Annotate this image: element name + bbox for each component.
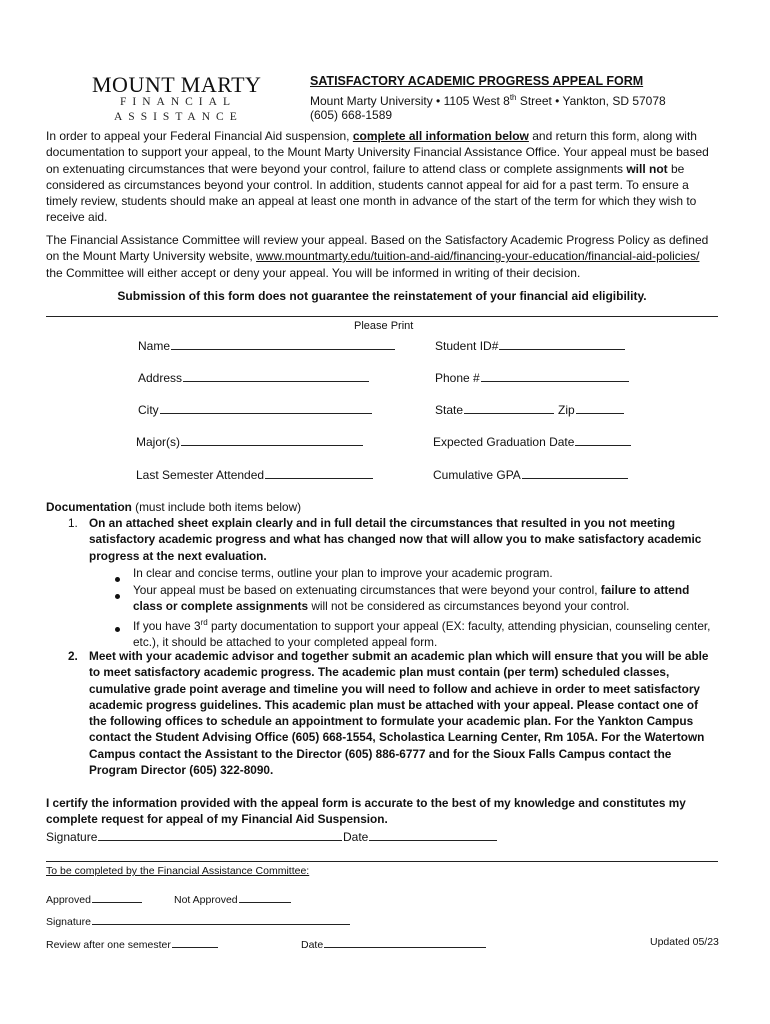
cumulative-gpa-field[interactable]: Cumulative GPA	[433, 467, 628, 482]
policy-link[interactable]: www.mountmarty.edu/tuition-and-aid/financing-your-education/financial-aid-policies/	[256, 249, 700, 264]
intro-paragraph: In order to appeal your Federal Financial Aid suspension, complete all information below and return this form, along with documentation to support your appeal, to the Mount Marty University Financial Assistance Office. Your appeal must be based on extenuating circumstances that were beyond your control, failure to attend class or complete assignments will not be considered as circumstances beyond your control. In addition, students cannot appeal for aid for a past term. To ensure a timely review, students should make an appeal at least one month in advance of the start of the term for which they wish to receive aid.	[46, 129, 709, 225]
university-address: Mount Marty University • 1105 West 8th Street • Yankton, SD 57078	[310, 93, 666, 108]
bullet1-text: In clear and concise terms, outline your plan to improve your academic program.	[133, 566, 553, 580]
logo-line-financial: FINANCIAL	[120, 96, 236, 108]
updated-date: Updated 05/23	[650, 936, 719, 948]
date-field[interactable]: Date	[343, 829, 497, 844]
student-id-field[interactable]: Student ID#	[435, 338, 625, 353]
office-use-heading: To be completed by the Financial Assistance Committee:	[46, 865, 310, 877]
divider-top	[46, 316, 718, 317]
approved-field[interactable]: Approved	[46, 891, 142, 906]
zip-field[interactable]: Zip	[558, 402, 624, 417]
committee-signature-field[interactable]: Signature	[46, 913, 350, 928]
committee-paragraph: The Financial Assistance Committee will review your appeal. Based on the Satisfactory Academic Progress Policy as defined on the Mount Marty University website, www.mountmarty.edu/tuition-and-aid/financing-your-education/financial-aid-policies/ the Committee will either accept or deny your appeal. You will be informed in writing of their decision.	[46, 233, 709, 280]
signature-field[interactable]: Signature	[46, 829, 342, 844]
address-field[interactable]: Address	[138, 370, 369, 385]
office-phone: (605) 668-1589	[310, 108, 393, 122]
certify-text: I certify the information provided with the appeal form is accurate to the best of my knowledge and constitutes my complete request for appeal of my Financial Aid Suspension.	[46, 796, 686, 827]
last-semester-field[interactable]: Last Semester Attended	[136, 467, 373, 482]
eligibility-notice: Submission of this form does not guarantee the reinstatement of your financial aid eligibility.	[117, 289, 647, 303]
logo-name: MOUNT MARTY	[92, 72, 262, 97]
phone-field[interactable]: Phone #	[435, 370, 629, 385]
name-field[interactable]: Name	[138, 338, 395, 353]
item2-text: Meet with your academic advisor and together submit an academic plan which will ensure that you will be able to meet satisfactory academic progress. The academic plan must contain (per term) scheduled classes, cumulative grade point average and timeline you will need to follow and achieve in order to meet satisfactory academic progress guidelines. This academic plan must be attached with your appeal. Please contact one of the following offices to schedule an appointment to formulate your academic plan. For the Yankton Campus contact the Student Advising Office (605) 668-1554, Scholastica Learning Center, Rm 105A. For the Watertown Campus contact the Assistant to the Director (605) 886-6777 and for the Sioux Falls Campus contact the Program Director (605) 322-8090.	[89, 649, 709, 778]
logo-line-assistance: ASSISTANCE	[114, 111, 243, 123]
city-field[interactable]: City	[138, 402, 372, 417]
documentation-heading: Documentation (must include both items below)	[46, 500, 302, 514]
form-title: SATISFACTORY ACADEMIC PROGRESS APPEAL FORM	[310, 74, 644, 88]
please-print-label: Please Print	[354, 320, 414, 332]
bullet3-text: If you have 3rd party documentation to support your appeal (EX: faculty, attending physician, counseling center, etc.), it should be attached to your completed appeal form.	[133, 618, 711, 650]
major-field[interactable]: Major(s)	[136, 434, 363, 449]
committee-date-field[interactable]: Date	[301, 936, 486, 951]
bullet-dot	[115, 621, 120, 639]
item1-number: 1.	[68, 516, 78, 530]
not-approved-field[interactable]: Not Approved	[174, 891, 291, 906]
graduation-date-field[interactable]: Expected Graduation Date	[433, 434, 631, 449]
bullet2-text: Your appeal must be based on extenuating circumstances that were beyond your control, failure to attend class or complete assignments will not be considered as circumstances beyond your control.	[133, 583, 690, 614]
state-field[interactable]: State	[435, 402, 554, 417]
item2-number: 2.	[68, 649, 78, 663]
divider-bottom	[46, 861, 718, 862]
review-semester-field[interactable]: Review after one semester	[46, 936, 218, 951]
bullet-dot	[115, 588, 120, 606]
item1-text: On an attached sheet explain clearly and in full detail the circumstances that resulted in you not meeting satisfactory academic progress and what has changed now that will allow you to make satisfactory academic progress at the next evaluation.	[89, 516, 702, 563]
bullet-dot	[115, 571, 120, 589]
